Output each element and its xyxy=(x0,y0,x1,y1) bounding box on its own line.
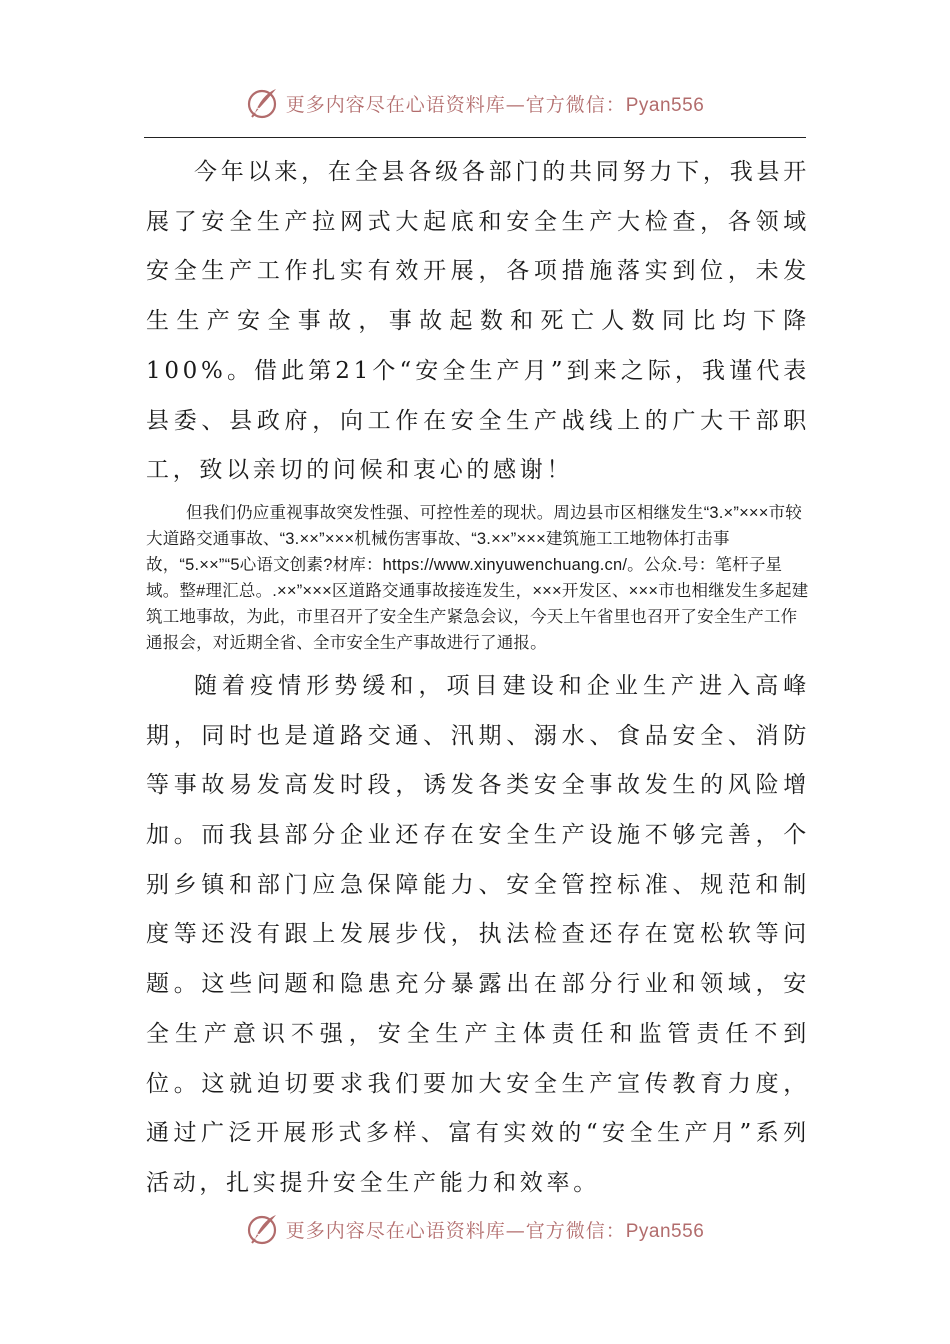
quill-logo-icon xyxy=(246,1212,280,1246)
document-body xyxy=(146,148,810,1209)
paragraph-1: 今年以来，在全县各级各部门的共同努力下，我县开展了安全生产拉网式大起底和安全生产大检查，各领域安全生产工作扎实有效开展，各项措施落实到位，未发生生产安全事故，事故起数和死亡人数同比均下降100%。借此第21个“安全生产月”到来之际，我谨代表县委、县政府，向工作在安全生产战线上的广大干部职工，致以亲切的问候和衷心的感谢！ xyxy=(146,159,810,484)
paragraph-2: 但我们仍应重视事故突发性强、可控性差的现状。周边县市区相继发生“3.×”×××市较大道路交通事故、“3.××”×××机械伤害事故、“3.××”×××建筑施工工地物体打击事故，“5.××”“5心语文创素?材库：https://www.xinyuwenchuang.cn/。公众.号：笔杆子星域。整#理汇总。.××”×××区道路交通事故接连发生，×××开发区、×××市也相继发生多起建筑工地事故，为此，市里召开了安全生产紧急会议，今天上午省里也召开了安全生产工作通报会，对近期全省、全市安全生产事故进行了通报。 xyxy=(146,503,809,652)
paragraph-3: 随着疫情形势缓和，项目建设和企业生产进入高峰期，同时也是道路交通、汛期、溺水、食品安全、消防等事故易发高发时段，诱发各类安全事故发生的风险增加。而我县部分企业还存在安全生产设施不够完善，个别乡镇和部门应急保障能力、安全管控标准、规范和制度等还没有跟上发展步伐，执法检查还存在宽松软等问题。这些问题和隐患充分暴露出在部分行业和领域，安全生产意识不强，安全生产主体责任和监管责任不到位。这就迫切要求我们要加大安全生产宣传教育力度，通过广泛开展形式多样、富有实效的“安全生产月”系列活动，扎实提升安全生产能力和效率。 xyxy=(146,672,810,1196)
footer-brand xyxy=(246,1212,705,1246)
quill-logo-icon xyxy=(246,86,280,120)
page-header xyxy=(0,83,950,123)
header-divider xyxy=(144,137,806,138)
footer-id: Pyan556 xyxy=(625,1220,705,1242)
page-footer xyxy=(0,1209,950,1249)
footer-text: 更多内容尽在心语资料库—官方微信： xyxy=(285,1219,626,1242)
header-brand xyxy=(246,86,705,120)
header-id: Pyan556 xyxy=(625,94,705,116)
header-text: 更多内容尽在心语资料库—官方微信： xyxy=(285,93,626,116)
